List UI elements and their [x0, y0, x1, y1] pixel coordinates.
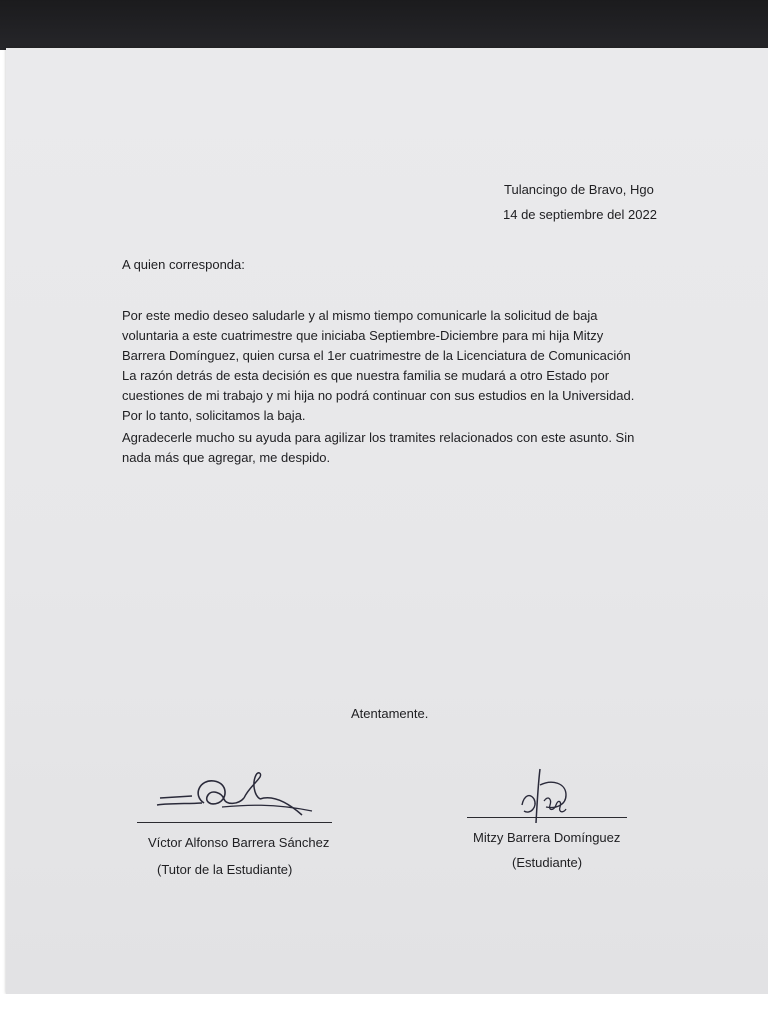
signer-role-left: (Tutor de la Estudiante) [157, 862, 293, 877]
letter-date: 14 de septiembre del 2022 [503, 207, 657, 222]
letter-place: Tulancingo de Bravo, Hgo [504, 182, 654, 197]
signer-name-left: Víctor Alfonso Barrera Sánchez [148, 835, 330, 850]
photo-background-bottom [0, 994, 768, 1024]
signature-line-left [137, 822, 332, 823]
letter-greeting: A quien corresponda: [122, 257, 245, 272]
signature-left-graphic [152, 765, 322, 825]
signer-name-right: Mitzy Barrera Domínguez [473, 830, 621, 845]
signature-line-right [467, 817, 627, 818]
letter-paragraph-3: Agradecerle mucho su ayuda para agilizar los tramites relacionados con este asunto. Sin nada más que agregar, me despido. [122, 430, 635, 465]
photo-background-top [0, 0, 768, 50]
signature-right-graphic [500, 765, 580, 825]
letter-closing: Atentamente. [351, 706, 429, 721]
signer-role-right: (Estudiante) [512, 855, 583, 870]
letter-paragraph-1: Por este medio deseo saludarle y al mismo tiempo comunicarle la solicitud de baja voluntaria a este cuatrimestre que iniciaba Septiembre-Diciembre para mi hija Mitzy Barrera Domínguez, quien cursa el 1er cuatrimestre de la Licenciatura de Comunicación [122, 308, 631, 363]
letter-paragraph-2: La razón detrás de esta decisión es que nuestra familia se mudará a otro Estado por cuestiones de mi trabajo y mi hija no podrá continuar con sus estudios en la Universidad. Por lo tanto, solicitamos la baja. [122, 368, 635, 423]
